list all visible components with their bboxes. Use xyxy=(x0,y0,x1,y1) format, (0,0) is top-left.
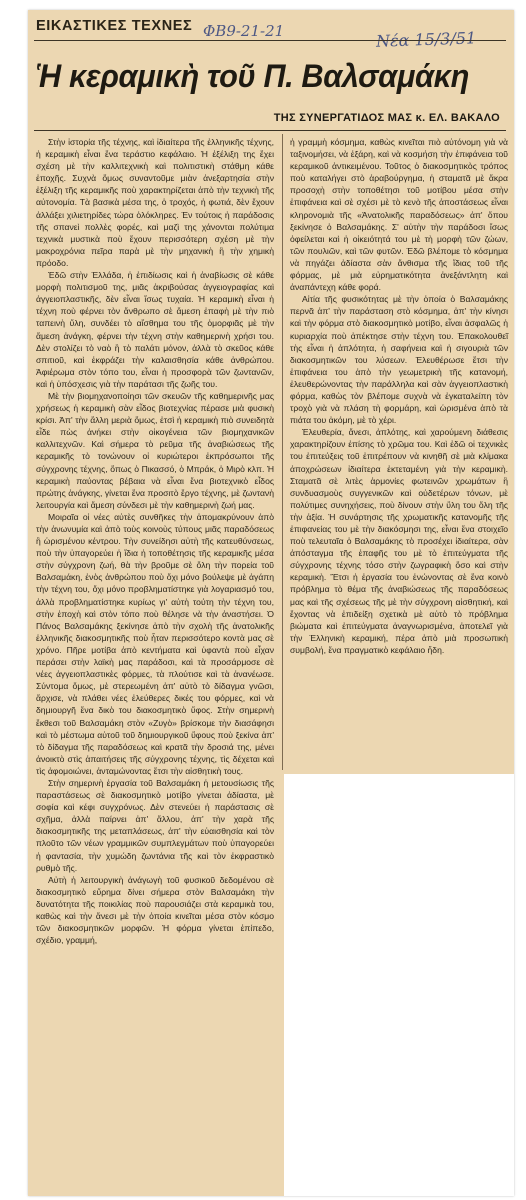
paragraph: Αἰτία τῆς φυσικότητας μὲ τὴν ὁποία ὁ Βαλσαμάκης περνᾶ ἀπ' τὴν παράσταση στὸ κόσμημα, ἀπ' τὴν κίνησι καὶ τὴν φόρμα στὸ διακοσμητικὸ μοτίβο, εἶναι ἀσφαλῶς ἡ κυριαρχία ποὺ ἀπέκτησε στὴν τέχνη του. Ἐπακολουθεῖ τὴς εἶναι ἡ ἀπλότητα, ἡ σαφήνεια καὶ ἡ σιγουριὰ τῶν διακοσμητικῶν του λύσεων. Ἐλευθέρωσε ἔτσι τὴν ἐπιφάνεια του ἀπὸ τὴν γεωμετρικὴ τῆς κατανομή, ἐλευθερώνοντας τὴν παράλληλα καὶ σὰν ἀγγειοπλαστικὴ φόρμα, καθὼς τὸν βλέπομε συχνὰ νὰ ἐγκαταλείπη τὸν τροχὸ γιὰ νὰ πλάση τὴ φορμάρη, καὶ ὡρισμένα ἀπὸ τὰ πιάτα του ἀκόμη, μὲ τὸ χέρι. xyxy=(290,294,508,426)
article-title: Ἡ κεραμικὴ τοῦ Π. Βαλσαμάκη xyxy=(36,58,470,94)
paragraph: Στὴν ἱστορία τῆς τέχνης, καὶ ἰδιαίτερα τῆς ἑλληνικῆς τέχνης, ἡ κεραμικὴ εἶναι ἕνα τεράστιο κεφάλαιο. Ἡ ἐξέλιξη της ἔχει σχέση μὲ τὴν καλλιτεχνικὴ καὶ πολιτιστικὴ στάθμη κάθε ἐποχῆς. Συχνὰ ὅμως συναντοῦμε μιὰν ἀνεξαρτησία στὴν ἐξέλιξη τῆς κεραμικῆς ποὺ χαρακτηρίζεται ἀπὸ τὴν τεχνικὴ τῆς αὐτονομία. Τὰ βασικὰ μέσα της, ὁ τροχός, ἡ φωτιά, δὲν ἔχουν ἀλλάξει χιλιετηρίδες τώρα ὁλόκληρες. Ἐν τούτοις ἡ παράδοσις τῆς σπανεὶ πολλὲς φορές, καὶ μαζὶ της χάνονται πολύτιμα τεχνικὰ μυστικὰ ποὺ ἔχουν περισσότερη σχέση μὲ τὴν μακροχρόνια πεῖρα παρὰ μὲ τὴν μηχανικὴ ἢ τὴν χημικὴ πρόοδο. xyxy=(36,137,274,268)
paragraph: Ἐλευθερία, ἄνεσι, ἀπλότης, καὶ χαρούμενη διάθεσις χαρακτηρίζουν ἐπίσης τὸ χρῶμα του. Καὶ ἐδῶ οἱ τεχνικὲς του ἐπιτεύξεις τοῦ ἐπιτρέπουν νὰ κινηθῆ σὲ μιὰ κλίμακα ἀποχρώσεων ἰδιαίτερα ἐκτεταμένη γιὰ τὴν κεραμικὴ. Σταματᾶ σὲ λιτὲς ἁρμονίες φωτεινῶν χρωμάτων ἢ συνδυασμοὺς συγγενικῶν καὶ οὐδετέρων τόνων, μὲ πολύτιμες συνηχήσεις, ποὺ δίνουν στὴν ὕλη του ὅλη τῆς τὴν ἀξία. Ἡ συνάρτησις τῆς χρωματικῆς κατανομῆς τῆς ἐπιφανείας του μὲ τὴν διακόσμησι της, εἶναι ἕνα στοιχεῖο ποὺ τελευταῖα ὁ Βαλσαμάκης τὸ προσέχει ἰδιαίτερα, σὰν ἀπόσταγμα τῆς ἐπαφῆς του μὲ τὸ ἐπιτεύγματα τῆς σύγχρονης τέχνης τόσο στὴν ζωγραφικὴ ὅσο καὶ στὴν κεραμικὴ. Ἔτσι ἡ ἐργασία του ἑνώνοντας σὲ ἕνα κοινὸ πρόβλημα τὸ θέμα τῆς ἀναβιώσεως τῆς παραδόσεως μας καὶ τῆς σχέσεως τῆς μὲ τὴν σύγχρονη αἰσθητική, καὶ ἔχοντας νὰ ἐπιδείξη σχετικὰ μὲ αὐτὸ τὸ πρόβλημα βιώματα καὶ ἐπιτεύγματα ἀναγνωρισμένα, ἀποτελεῖ γιὰ τὴν Ἑλληνικὴ κεραμική, πέρα ἀπὸ μιὰ προσωπικὴ συμβολή, ἕνα πραγματικὸ κεφάλαιο ἤδη. xyxy=(290,427,508,655)
newspaper-clipping xyxy=(28,10,514,1196)
section-rubric: ΕΙΚΑΣΤΙΚΕΣ ΤΕΧΝΕΣ xyxy=(36,18,193,34)
article-column-right xyxy=(290,136,508,656)
paragraph: Ἐδῶ στὴν Ἑλλάδα, ἡ ἐπιδίωσις καὶ ἡ ἀναβίωσις σὲ κάθε μορφὴ πολιτισμοῦ της, μιᾶς ἀκριβούσας ἀγγειογραφίας καὶ ἀγγειοπλαστικῆς, δὲν εἶναι ἴσως τυχαία. Ἡ κεραμικὴ εἶναι ἡ τέχνη ποὺ φέρνει τὸν ἄνθρωπο σὲ ἄμεση ἐπαφὴ μὲ τὴν πιὸ ταπεινὴ ὕλη, συνδέει τὸ αἴσθημα του τῆς ὁμορφιᾶς μὲ τὴν ἄμεση ἀνάγκη, φέρνει τὴν τέχνη στὴν καθημερινὴ χρήσι του. Δὲν στολίζει τὸ ναὸ ἢ τὸ παλάτι μόνον, ἀλλὰ τὸ σκεῦος κάθε σπιτιοῦ, καὶ ἐκφράζει τὴν καλαισθησία κάθε ἀνθρώπου. Ἀφιέρωμα στὸν τόπο του, εἶναι ἡ προσφορὰ τῶν ζωντανῶν, καὶ ἡ ὑπόσχεσις γιὰ τὴν παράτασι τῆς ζωῆς του. xyxy=(36,270,274,389)
paragraph: Μὲ τὴν βιομηχανοποίησι τῶν σκευῶν τῆς καθημερινῆς μας χρήσεως ἡ κεραμικὴ σὰν εἶδος βιοτεχνίας πέρασε μιὰ φυσικὴ κρίσι. Ἀπ' τὴν ἄλλη μεριὰ ὅμως, ἐτσὶ ἡ κεραμικὴ πιὸ συνειδητὰ εἶδε πὼς ἀνήκει στὴν οἰκογένεια τῶν βιομηχανικῶν καλλιτεχνῶν. Καὶ σήμερα τὸ ρεῦμα τῆς ἀναβιώσεως τῆς κεραμικῆς τὸ τονώνουν οἱ κυριώτεροι ἐκπρόσωποι τῆς σύγχρονης τέχνης, ὅπως ὁ Πικασσό, ὁ Μπράκ, ὁ Μιρὸ κλπ. Ἡ κεραμικὴ παύοντας βέβαια νὰ εἶναι ἕνα βιοτεχνικὸ εἶδος πρώτης ἀνάγκης, γίνεται ἕνα προσιτὸ ἔργο τέχνης, μὲ ζωντανὴ λειτουργία καὶ ἄμεση σύνδεσι μὲ τὴν καθημερινὴ ζωή μας. xyxy=(36,390,274,510)
article-byline: ΤΗΣ ΣΥΝΕΡΓΑΤΙΔΟΣ ΜΑΣ κ. ΕΛ. ΒΑΚΑΛΟ xyxy=(273,112,500,124)
cut-away-corner xyxy=(284,774,514,1196)
paragraph: Μοιραῖα οἱ νέες αὐτὲς συνθῆκες τὴν ἀπομακρύνουν ἀπὸ τὴν ἀνωνυμία καὶ ἀπὸ τοὺς κοινοὺς τύπους μιᾶς παραδόσεως ἢ ὡρισμένου κέντρου. Τὴν συνείδησι αὐτὴ τῆς κατευθύνσεως, ποὺ τὴν ὑπαγορεύει ἡ ἴδια ἡ τοποθέτησις τῆς κεραμικῆς μέσα στὴν σύγχρονη ζωή, θὰ τὴν βροῦμε σὲ ὅλη τὴν πορεία τοῦ Βαλσαμάκη, ἑνὸς ἀνθρώπου ποὺ ὄχι μόνο βούλεψε μὲ ἀγάπη τὴν τέχνη του, ὄχι μόνο προβληματίστηκε γιὰ λογαριασμό του, ἀλλὰ προβληματίστηκε κυρίως γι' αὐτὴ τούτη τὴν τέχνη του, στὴν ἐποχὴ καὶ στὸν τόπο ποὺ θέλησε νὰ τὴν ἀναστήσει. Ὁ Πάνος Βαλσαμάκης ξεκίνησε ἀπὸ τὴν σχολὴ τῆς ἀνατολικῆς ἑλληνικῆς διακοσμητικῆς ποὺ ἦταν περισσότερο κοντὰ μας σὲ χρόνο. Πῆρε μοτίβα ἀπὸ κεντήματα καὶ ὑφαντὰ ποὺ εἶχαν περάσει στὴν λαϊκὴ μας παράδοσι, καὶ τὰ προσάρμοσε σὲ νέες ἀγγειοπλαστικὲς φόρμες, τὰ πλούτισε καὶ τὰ ἀνανέωσε. Σύντομα ὅμως, μὲ στερεωμένη ἀπ' αὐτὸ τὸ δίδαγμα γνῶσι, ἄρχισε, νὰ πλάθει νέες ἐλεύθερες δικές του φόρμες, καὶ νὰ δημιουργῆ ἕνα δικὸ του διακοσμητικὸ ὕφος. Στὴν σημερινὴ ἔκθεσι τοῦ Βαλσαμάκη στὸν «Ζυγὸ» βρίσκομε τὴν διασάφησι καὶ τὸ μέστωμα αὐτοῦ τοῦ δημιουργικοῦ ὕφους ποὺ ξεκίνα ἀπ' τὸ δίδαγμα τῆς παραδόσεως καὶ κρατᾶ τὴν δροσιά της, μένει ἀνοικτὸ στὶς ἀπαιτήσεις τῆς σύγχρονης τέχνης, τὶς δέχεται καὶ τὶς ἀφομοιώνει, ἀνταμώνοντας ἔτσι τὴν αἰσθητικὴ τους. xyxy=(36,511,274,776)
paragraph: Στὴν σημερινὴ ἐργασία τοῦ Βαλσαμάκη ἡ μετουσίωσις τῆς παραστάσεως σὲ διακοσμητικὸ μοτίβο γίνεται ἀδίαστα, μὲ σοφία καὶ κέφι συγχρόνως. Δὲν στενεύει ἡ παράστασις σὲ σχῆμα, ἀλλὰ παίρνει ἀπ' ἄλλου, ἀπ' τὴν χαρὰ τῆς διακοσμητικῆς της μεταπλάσεως, ἀπ' τὴν εὐαισθησία καὶ τὸν πλοῦτο τῶν νέων γραμμικῶν συμπλεγμάτων ποὺ ὑπαγορεύει ἡ φαντασία, τὴν χυμώδη ζωντάνια τῆς καὶ τὸν ἐκφραστικὸ ρυθμὸ τῆς. xyxy=(36,777,274,873)
paragraph: ἡ γραμμὴ κόσμημα, καθὼς κινεῖται πιὸ αὐτόνομη γιὰ νὰ ταξινομήσει, νὰ ἐξάρη, καὶ νὰ κοσμήση τὴν ἐπιφάνεια τοῦ κεραμικοῦ ἀντικειμένου. Τοῦτος ὁ διακοσμητικὸς τρόπος ποὺ καταλήγει στὸ ἀραβούργημα, ἡ σταματᾶ μὲ ἄκρα προσοχὴ στὴν τοποθέτησι τοῦ μοτίβου μέσα στὴν ἐπιφάνεια καὶ σὲ σχέσι μὲ τὸ κενὸ τῆς ἀποστάσεως εἶναι κληρονομιὰ τῆς «Ἀνατολικῆς παραδόσεως» ἀπ' ὅπου ξεκίνησε ὁ Βαλσαμάκης. Σ' αὐτὴν τὴν παράδοσι ἴσως ὀφείλεται καὶ ἡ οἰκειότητά του μὲ τὴ μορφὴ τῶν ζώων, τῶν πουλιῶν, καὶ τῶν φυτῶν. Ἐδῶ βλέπομε τὸ κόσμημα νὰ πηγάζει ἀδίαστα σὰν ἄνθισμα τῆς ἴδιας τοῦ τῆς φόρμας, μὲ μιὰ εὐρηματικότητα ἀνεξάντλητη καὶ ἀναπάντεχη κάθε φορά. xyxy=(290,137,508,293)
article-column-left xyxy=(36,136,274,946)
header-rule xyxy=(34,40,506,41)
column-divider xyxy=(282,134,283,770)
paragraph: Αὐτὴ ἡ λειτουργικὴ ἀνάγωγὴ τοῦ φυσικοῦ δεδομένου σὲ διακοσμητικὸ εὕρημα δίνει σήμερα στὸν Βαλσαμάκη τὴν δυνατότητα τῆς ποικιλίας ποὺ παρουσιάζει στὰ κεραμικὰ του, καθὼς καὶ τὴν ἄνεσι μὲ τὴν ὁποία κινεῖται μέσα στὸν κόσμο τῶν διακοσμητικῶν μορφῶν. Ἡ φόρμα γίνεται ἐπίπεδο, σχέδιο, γραμμή, xyxy=(36,874,274,946)
handwritten-date: Νέα 15/3/51 xyxy=(375,28,477,51)
handwritten-reference: ΦΒ9-21-21 xyxy=(203,22,285,40)
byline-rule xyxy=(34,130,506,131)
